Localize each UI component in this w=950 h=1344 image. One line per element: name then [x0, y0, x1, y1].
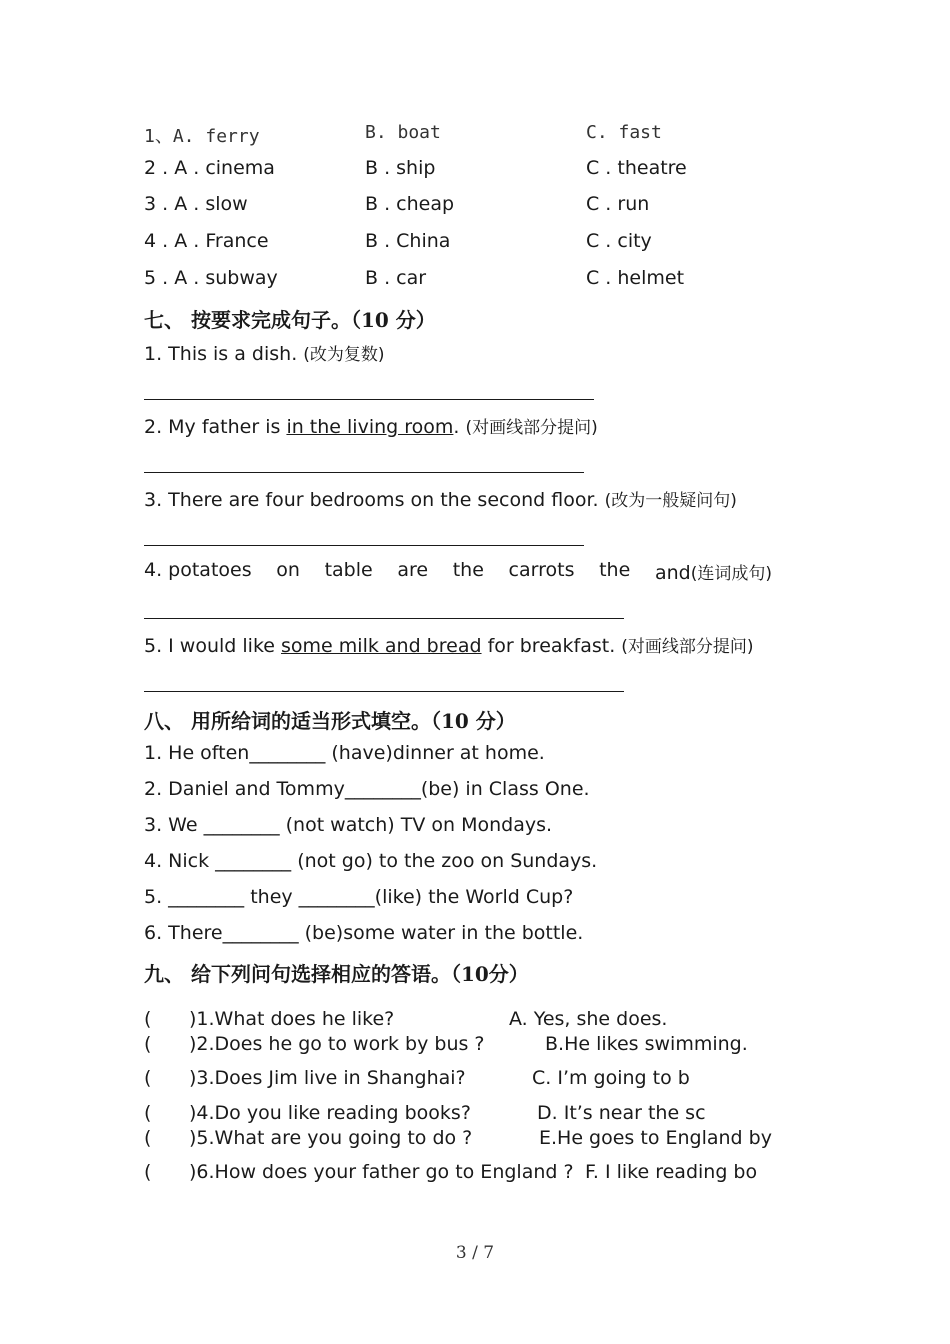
option-b: B . ship — [365, 157, 436, 179]
question-text-pre: 5. I would like — [144, 635, 282, 657]
option-a: A . France — [174, 230, 269, 252]
s8-item-2: 2. Daniel and Tommy________(be) in Class One. — [144, 778, 590, 800]
instruction-note: (对画线部分提问) — [465, 418, 598, 438]
question-text-pre: 2. My father is — [144, 416, 287, 438]
option-row-2 — [144, 157, 275, 179]
option-c: C . city — [586, 230, 652, 252]
instruction-note: (连词成句) — [690, 564, 772, 584]
scrambled-word: are — [397, 559, 429, 581]
s8-item-1: 1. He often________ (have)dinner at home. — [144, 742, 545, 764]
s7-question-5 — [144, 632, 754, 657]
section-7-heading: 七、 按要求完成句子。（10 分） — [144, 308, 436, 332]
question-text-post: . — [453, 416, 466, 438]
s8-item-3: 3. We ________ (not watch) TV on Mondays. — [144, 814, 553, 836]
option-c: C . theatre — [586, 157, 687, 179]
s8-item-5: 5. ________ they ________(like) the World Cup? — [144, 886, 574, 908]
option-b: B . car — [365, 267, 427, 289]
underlined-phrase: some milk and bread — [281, 635, 482, 657]
s9-paren: ( — [144, 1033, 152, 1055]
s9-question-3: )3.Does Jim live in Shanghai? — [189, 1067, 466, 1089]
option-b: B . cheap — [365, 193, 455, 215]
option-a: A . subway — [174, 267, 278, 289]
option-row-4 — [144, 230, 269, 252]
s8-item-6: 6. There________ (be)some water in the bottle. — [144, 922, 584, 944]
s9-answer-e: E.He goes to England by — [539, 1127, 772, 1149]
s7-question-2 — [144, 413, 598, 438]
s8-item-4: 4. Nick ________ (not go) to the zoo on Sundays. — [144, 850, 598, 872]
option-c: C . helmet — [586, 267, 685, 289]
s9-paren: ( — [144, 1067, 152, 1089]
s7-question-1 — [144, 340, 385, 365]
question-text-post: for breakfast. — [481, 635, 622, 657]
page-number: 3 / 7 — [455, 1243, 495, 1263]
instruction-note: (对画线部分提问) — [621, 637, 754, 657]
question-text: 3. There are four bedrooms on the second floor. — [144, 489, 605, 511]
scrambled-word: the — [599, 559, 631, 581]
item-number: 3 . — [144, 193, 169, 215]
scrambled-word: and — [654, 562, 691, 584]
item-number: 4 . — [144, 230, 169, 252]
s9-paren: ( — [144, 1102, 152, 1124]
s9-paren: ( — [144, 1161, 152, 1183]
scrambled-word: carrots — [508, 559, 575, 581]
scrambled-word: on — [276, 559, 300, 581]
s9-question-1: )1.What does he like? — [189, 1008, 395, 1030]
option-row-5 — [144, 267, 278, 289]
item-number: 2 . — [144, 157, 169, 179]
item-number: 5 . — [144, 267, 169, 289]
s7-question-3 — [144, 486, 737, 511]
s9-answer-a: A. Yes, she does. — [509, 1008, 668, 1030]
answer-line-2[interactable] — [144, 472, 584, 473]
answer-line-4[interactable] — [144, 618, 624, 619]
answer-line-3[interactable] — [144, 545, 584, 546]
instruction-note: (改为一般疑问句) — [604, 491, 737, 511]
option-a: A . cinema — [174, 157, 275, 179]
section-8-heading: 八、 用所给词的适当形式填空。（10 分） — [144, 709, 516, 733]
s9-paren: ( — [144, 1008, 152, 1030]
option-a: A . slow — [174, 193, 248, 215]
s9-question-5: )5.What are you going to do ? — [189, 1127, 473, 1149]
option-row-3 — [144, 193, 248, 215]
answer-line-1[interactable] — [144, 399, 594, 400]
section-9-heading: 九、 给下列问句选择相应的答语。（10分） — [144, 962, 529, 986]
s9-question-6: )6.How does your father go to England ? — [189, 1161, 574, 1183]
answer-line-5[interactable] — [144, 691, 624, 692]
scrambled-word: 4. potatoes — [144, 559, 252, 581]
s9-answer-f: F. I like reading bo — [585, 1161, 758, 1183]
question-text: 1. This is a dish. — [144, 343, 304, 365]
instruction-note: (改为复数) — [303, 345, 385, 365]
s9-paren: ( — [144, 1127, 152, 1149]
scrambled-word: the — [452, 559, 484, 581]
s7-question-4 — [144, 559, 772, 584]
s9-answer-c: C. I’m going to b — [532, 1067, 690, 1089]
s9-question-4: )4.Do you like reading books? — [189, 1102, 471, 1124]
option-b: B. boat — [365, 122, 441, 143]
s9-answer-d: D. It’s near the sc — [537, 1102, 706, 1124]
option-c: C. fast — [586, 122, 662, 143]
item-number: 1、 — [144, 126, 173, 147]
option-row-1 — [144, 122, 260, 148]
underlined-phrase: in the living room — [286, 416, 454, 438]
s9-question-2: )2.Does he go to work by bus ? — [189, 1033, 485, 1055]
option-b: B . China — [365, 230, 451, 252]
option-c: C . run — [586, 193, 650, 215]
s9-answer-b: B.He likes swimming. — [545, 1033, 748, 1055]
option-a: A. ferry — [172, 126, 260, 147]
scrambled-word: table — [324, 559, 373, 581]
